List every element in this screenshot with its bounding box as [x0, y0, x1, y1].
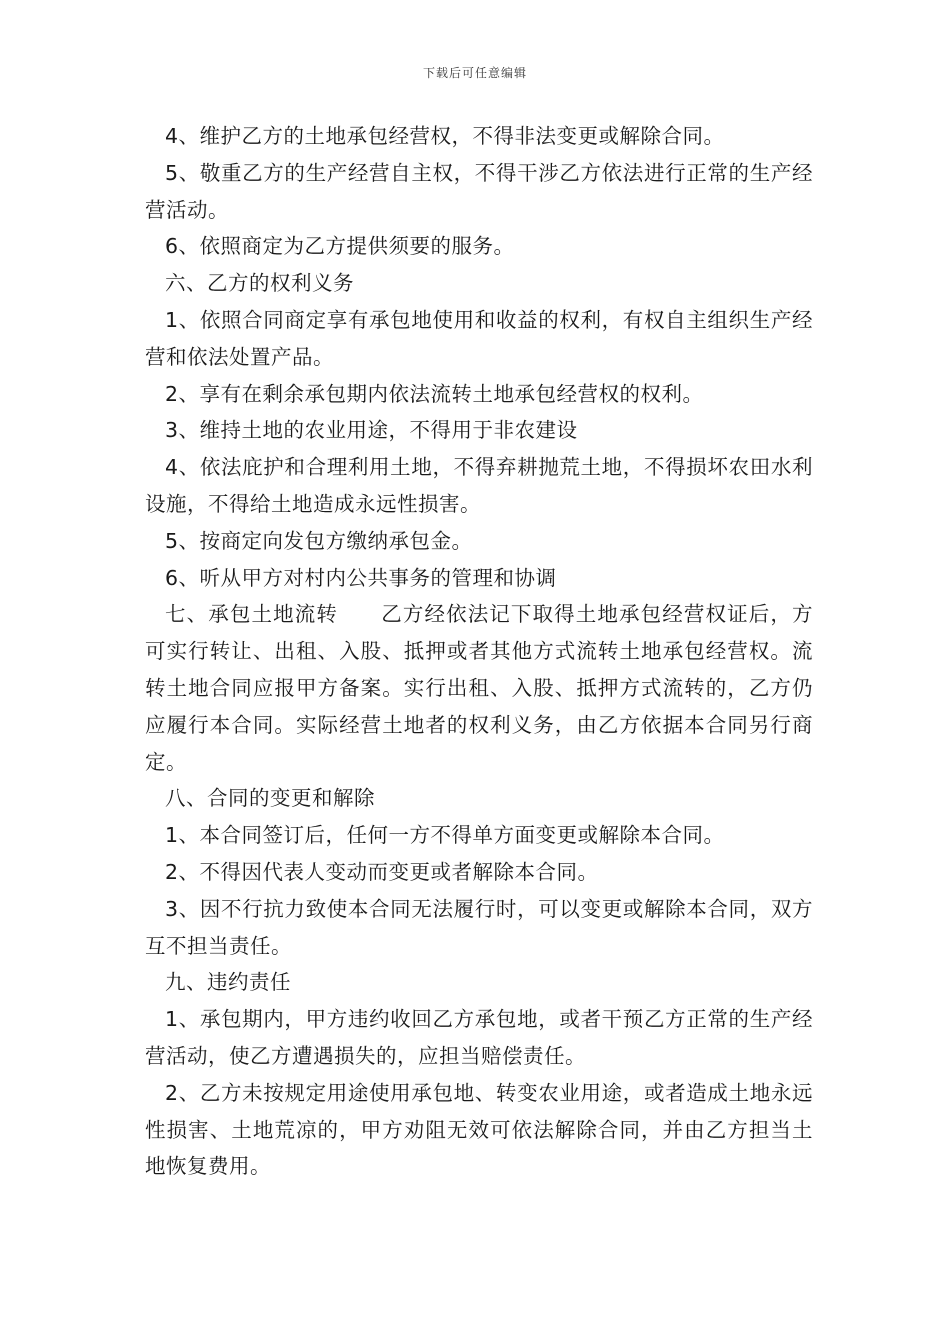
clause-8-item-2: 2、不得因代表人变动而变更或者解除本合同。	[165, 859, 599, 884]
clause-9-item-2: 2、乙方未按规定用途使用承包地、转变农业用途，或者造成土地永远性损害、土地荒凉的，甲方劝阻无效可依法解除合同，并由乙方担当土地恢复费用。	[145, 1080, 813, 1179]
clause-6-item-6: 6、听从甲方对村内公共事务的管理和协调	[165, 565, 557, 590]
clause-6-item-3: 3、维持土地的农业用途，不得用于非农建设	[165, 418, 578, 443]
clause-5-item-5: 5、敬重乙方的生产经营自主权，不得干涉乙方依法进行正常的生产经营活动。	[145, 160, 813, 222]
clause-6-item-2: 2、享有在剩余承包期内依法流转土地承包经营权的权利。	[165, 381, 704, 406]
document-body	[145, 118, 813, 1185]
clause-5-item-6: 6、依照商定为乙方提供须要的服务。	[165, 234, 515, 259]
section-7-paragraph: 七、承包土地流转 乙方经依法记下取得土地承包经营权证后，方可实行转让、出租、入股、抵押或者其他方式流转土地承包经营权。流转土地合同应报甲方备案。实行出租、入股、抵押方式流转的，乙方仍应履行本合同。实际经营土地者的权利义务，由乙方依据本合同另行商定。	[145, 602, 813, 774]
clause-6-item-4: 4、依法庇护和合理利用土地，不得弃耕抛荒土地，不得损坏农田水利设施，不得给土地造成永远性损害。	[145, 455, 813, 516]
page-header: 下载后可任意编辑	[422, 66, 527, 80]
clause-8-item-1: 1、本合同签订后，任何一方不得单方面变更或解除本合同。	[165, 823, 725, 848]
clause-9-item-1: 1、承包期内，甲方违约收回乙方承包地，或者干预乙方正常的生产经营活动，使乙方遭遇损失的，应担当赔偿责任。	[145, 1007, 813, 1068]
clause-6-item-5: 5、按商定向发包方缴纳承包金。	[165, 528, 473, 553]
clause-5-item-4: 4、维护乙方的土地承包经营权，不得非法变更或解除合同。	[165, 124, 725, 148]
section-heading-6: 六、乙方的权利义务	[165, 271, 354, 296]
clause-8-item-3: 3、因不行抗力致使本合同无法履行时，可以变更或解除本合同，双方互不担当责任。	[145, 896, 813, 958]
section-heading-8: 八、合同的变更和解除	[165, 786, 375, 811]
clause-6-item-1: 1、依照合同商定享有承包地使用和收益的权利，有权自主组织生产经营和依法处置产品。	[145, 307, 813, 369]
section-heading-9: 九、违约责任	[165, 970, 291, 995]
